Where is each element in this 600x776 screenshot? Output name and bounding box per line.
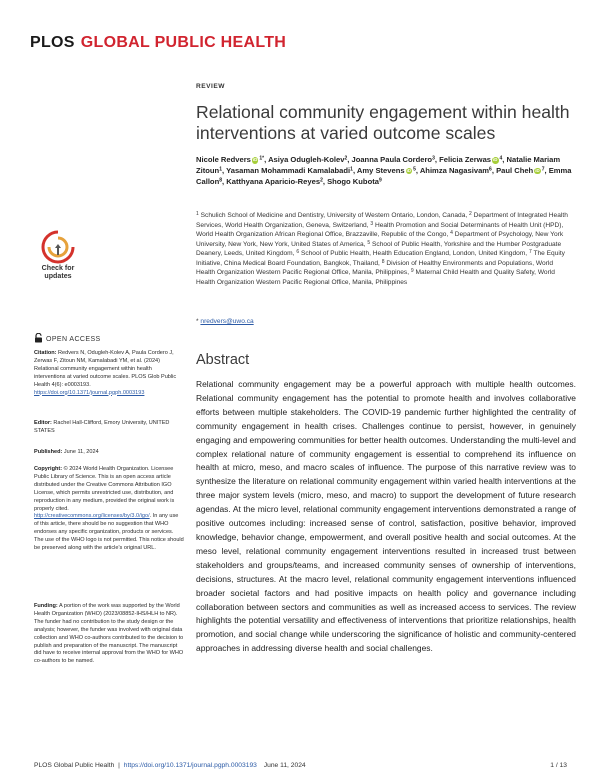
funding-block [34, 603, 184, 666]
email-marker: * [196, 318, 199, 325]
citation-doi-link[interactable]: https://doi.org/10.1371/journal.pgph.0003193 [34, 389, 145, 396]
author-name: Nicole Redvers [196, 155, 251, 164]
affiliation-text: Division of Healthy Environments and Populations, World Health Organization Western Pacific Regional Office, Manila, Philippines, [196, 259, 553, 276]
publisher-name: PLOS [30, 34, 75, 51]
author-separator: , [264, 155, 269, 164]
author-name: Felicia Zerwas [439, 155, 492, 164]
author-affiliation-number: 2 [320, 177, 323, 184]
author-separator: , [322, 176, 328, 186]
published-label: Published: [34, 449, 63, 455]
editor-block [34, 420, 184, 436]
author-separator: , [221, 165, 227, 175]
affiliation-number: 2 [469, 211, 472, 217]
abstract-heading: Abstract [196, 352, 250, 368]
published-text: June 11, 2024 [62, 449, 99, 455]
footer-date: June 11, 2024 [263, 762, 306, 769]
affiliation-item [296, 250, 529, 257]
affiliation-number: 5 [367, 239, 371, 246]
footer-journal: PLOS Global Public Health [34, 762, 115, 769]
author-list [196, 155, 572, 187]
email-link[interactable]: nredvers@uwo.ca [200, 318, 254, 325]
funding-text: A portion of the work was supported by the World Health Organization (WHO) (2023/08852-IHS/HLH to NR). The funder had no contribution to the study design or the analysis; however, the funder was involved with original data collection and WHO co-authors contributed to the decision to publish and preparation of the manuscript. The manuscript did have to receive internal approval from the WHO for WHO co-authors to be named. [34, 603, 184, 665]
citation-label: Citation: [34, 350, 57, 356]
author-affiliation-number: 1 [219, 166, 222, 173]
author-name: Ahimza Nagasivam [419, 165, 490, 175]
affiliation-number: 4 [450, 230, 453, 236]
author-affiliation-number: 1* [259, 155, 265, 162]
author-name: Natalie Mariam Zitoun [196, 155, 561, 175]
affiliation-text: Department of Psychology, New York University, New York, New York, United States of America, [196, 231, 564, 248]
author-affiliation-number: 7 [541, 166, 545, 173]
author-affiliation-number: 6 [489, 166, 492, 173]
author-name: Asiya Odugleh-Kolev [268, 155, 345, 164]
page-footer [34, 762, 567, 769]
affiliation-number: 7 [528, 249, 532, 255]
affiliation-list [196, 211, 572, 287]
affiliation-number: 3 [370, 220, 374, 227]
check-updates-icon [33, 230, 83, 264]
author-separator: , [434, 155, 440, 164]
author-affiliation-number: 1 [350, 166, 353, 173]
author-name: Paul Cheh [496, 165, 534, 175]
orcid-icon[interactable]: iD [493, 157, 498, 162]
affiliation-text: The Equity Initiative, China Medical Board Foundation, Bangkok, Thailand, [196, 250, 565, 267]
author-affiliation-number: 3 [432, 155, 435, 162]
affiliation-number: 6 [296, 249, 300, 255]
author-separator: , [352, 165, 357, 175]
copyright-block [34, 466, 184, 553]
author-affiliation-number: 5 [413, 166, 416, 173]
open-access-label: OPEN ACCESS [34, 333, 101, 343]
abstract-text: Relational community engagement may be a powerful approach with multiple health outcomes. Relational community engagement has the potential to promote health and involves collaborative efforts between multiple stakeholders. The COVID-19 pandemic further highlighted the centrality of community engagement in health crises. Challenges continue to persist, however, in genuinely engaging and empowering communities for better health outcomes. Understanding the multi-level and complex relational nature of community engagement is essential to comprehend its influence on health at micro, meso, and macro scales of influence. The purpose of this narrative review was to synthesize the literature on relational community engagement within varied health interventions at the three major system levels (micro, meso, and macro) to support the development of future research agendas. At the micro level, relational community engagement interventions demonstrated a range of positive outcomes including: increased sense of control, satisfaction, positive behavior, improved knowledge, behavior change, empowerment, and overall positive health and social outcomes. At the meso level, relational community engagement interventions resulted in increased trust between stakeholders and groups/teams, and increased community senses of ownership of interventions, decisions, structures. At the macro level, relational community engagement interventions influenced broader societal factors and had positive impacts on health policy and governance including collaboration between sectors and communities as well as increased access to services. The review highlights the potential versatility and effectiveness of interventions that prioritize relationships, health promotion, and social change while underscoring the significance of holistic and community-centered approaches in addressing diverse health and social challenges. [196, 379, 576, 654]
affiliation-text: Health Promotion and Social Determinants of Health Unit (HPD), World Health Organization African Regional Office, Brazzaville, Republic of the Congo, [196, 221, 564, 238]
author-affiliation-number: 4 [499, 155, 503, 162]
author-separator: , [222, 176, 227, 186]
affiliation-number: 9 [410, 268, 414, 274]
affiliation-text: Schulich School of Medicine and Dentistry, University of Western Ontario, London, Canada, [200, 212, 470, 219]
page-number: 1 / 13 [550, 762, 567, 769]
published-block [34, 449, 184, 457]
affiliation-text: Maternal Child Health and Quality Safety, World Health Organization Western Pacific Regional Office, Manila, Philippines [196, 269, 555, 286]
orcid-icon[interactable]: iD [406, 167, 412, 173]
author-name: Shogo Kubota [327, 176, 379, 186]
author-name: Emma Callon [196, 165, 572, 186]
affiliation-item [196, 212, 469, 219]
corresponding-email [196, 318, 254, 325]
author-affiliation-number: 2 [344, 155, 348, 162]
copyright-text-continued: . In any use of this article, there should be no suggestion that WHO endorses any specific organization, products or services. The use of the WHO logo is not permitted. This notice should be preserved along with the article's original URL. [34, 513, 184, 552]
copyright-label: Copyright: [34, 466, 63, 472]
affiliation-text: School of Public Health, Health Education England, London, United Kingdom, [300, 250, 529, 257]
check-for-updates-badge[interactable] [33, 230, 83, 288]
author-separator: , [491, 165, 497, 175]
author-separator: , [347, 155, 352, 164]
affiliation-text: Department of Integrated Health Services, World Health Organization, Geneva, Switzerland, [196, 212, 568, 229]
author-name: Katthyana Aparicio-Reyes [226, 176, 321, 186]
orcid-icon[interactable]: iD [252, 157, 258, 162]
orcid-icon[interactable]: iD [535, 167, 540, 173]
author-name: Yasaman Mohammadi Kamalabadi [226, 165, 351, 175]
article-type: REVIEW [196, 83, 226, 90]
affiliation-text: School of Public Health, Yorkshire and the Humber Postgraduate Deanery, Leeds, United Kingdom, [196, 240, 562, 257]
citation-text: Redvers N, Odugleh-Kolev A, Paula Cordero J, Zerwas F, Zitoun NM, Kamalabadi YM, et al. (2024) Relational community engagement within health interventions at varied outcome scales. PLOS Glob Public Health 4(6): e0003193. [34, 350, 177, 388]
author-affiliation-number: 9 [378, 177, 382, 184]
author-separator: , [502, 155, 507, 164]
editor-text: Rachel Hall-Clifford, Emory University, UNITED STATES [34, 420, 170, 434]
author-name: Joanna Paula Cordero [351, 155, 433, 164]
editor-label: Editor: [34, 420, 52, 426]
affiliation-number: 1 [196, 211, 199, 217]
check-updates-label: Check for updates [41, 264, 75, 280]
citation-block [34, 350, 184, 397]
affiliation-number: 8 [381, 258, 385, 265]
author-separator: , [544, 165, 549, 175]
footer-doi-link[interactable]: https://doi.org/10.1371/journal.pgph.0003193 [123, 762, 257, 769]
article-title: Relational community engagement within health interventions at varied outcome scales [196, 102, 570, 143]
author-name: Amy Stevens [356, 165, 405, 175]
author-affiliation-number: 8 [219, 177, 222, 184]
journal-name: GLOBAL PUBLIC HEALTH [80, 34, 287, 51]
open-access-lock-icon [34, 333, 43, 343]
journal-brand [30, 34, 286, 52]
author-separator: , [415, 165, 420, 175]
license-link[interactable]: http://creativecommons.org/licenses/by/3.0/igo/ [34, 513, 150, 520]
footer-separator: | [118, 762, 120, 769]
funding-label: Funding: [34, 603, 58, 609]
copyright-text: © 2024 World Health Organization. Licensee Public Library of Science. This is an open access article distributed under the Creative Commons Attribution IGO License, which permits unrestricted use, distribution, and reproduction in any medium, provided the original work is properly cited. [34, 466, 175, 512]
